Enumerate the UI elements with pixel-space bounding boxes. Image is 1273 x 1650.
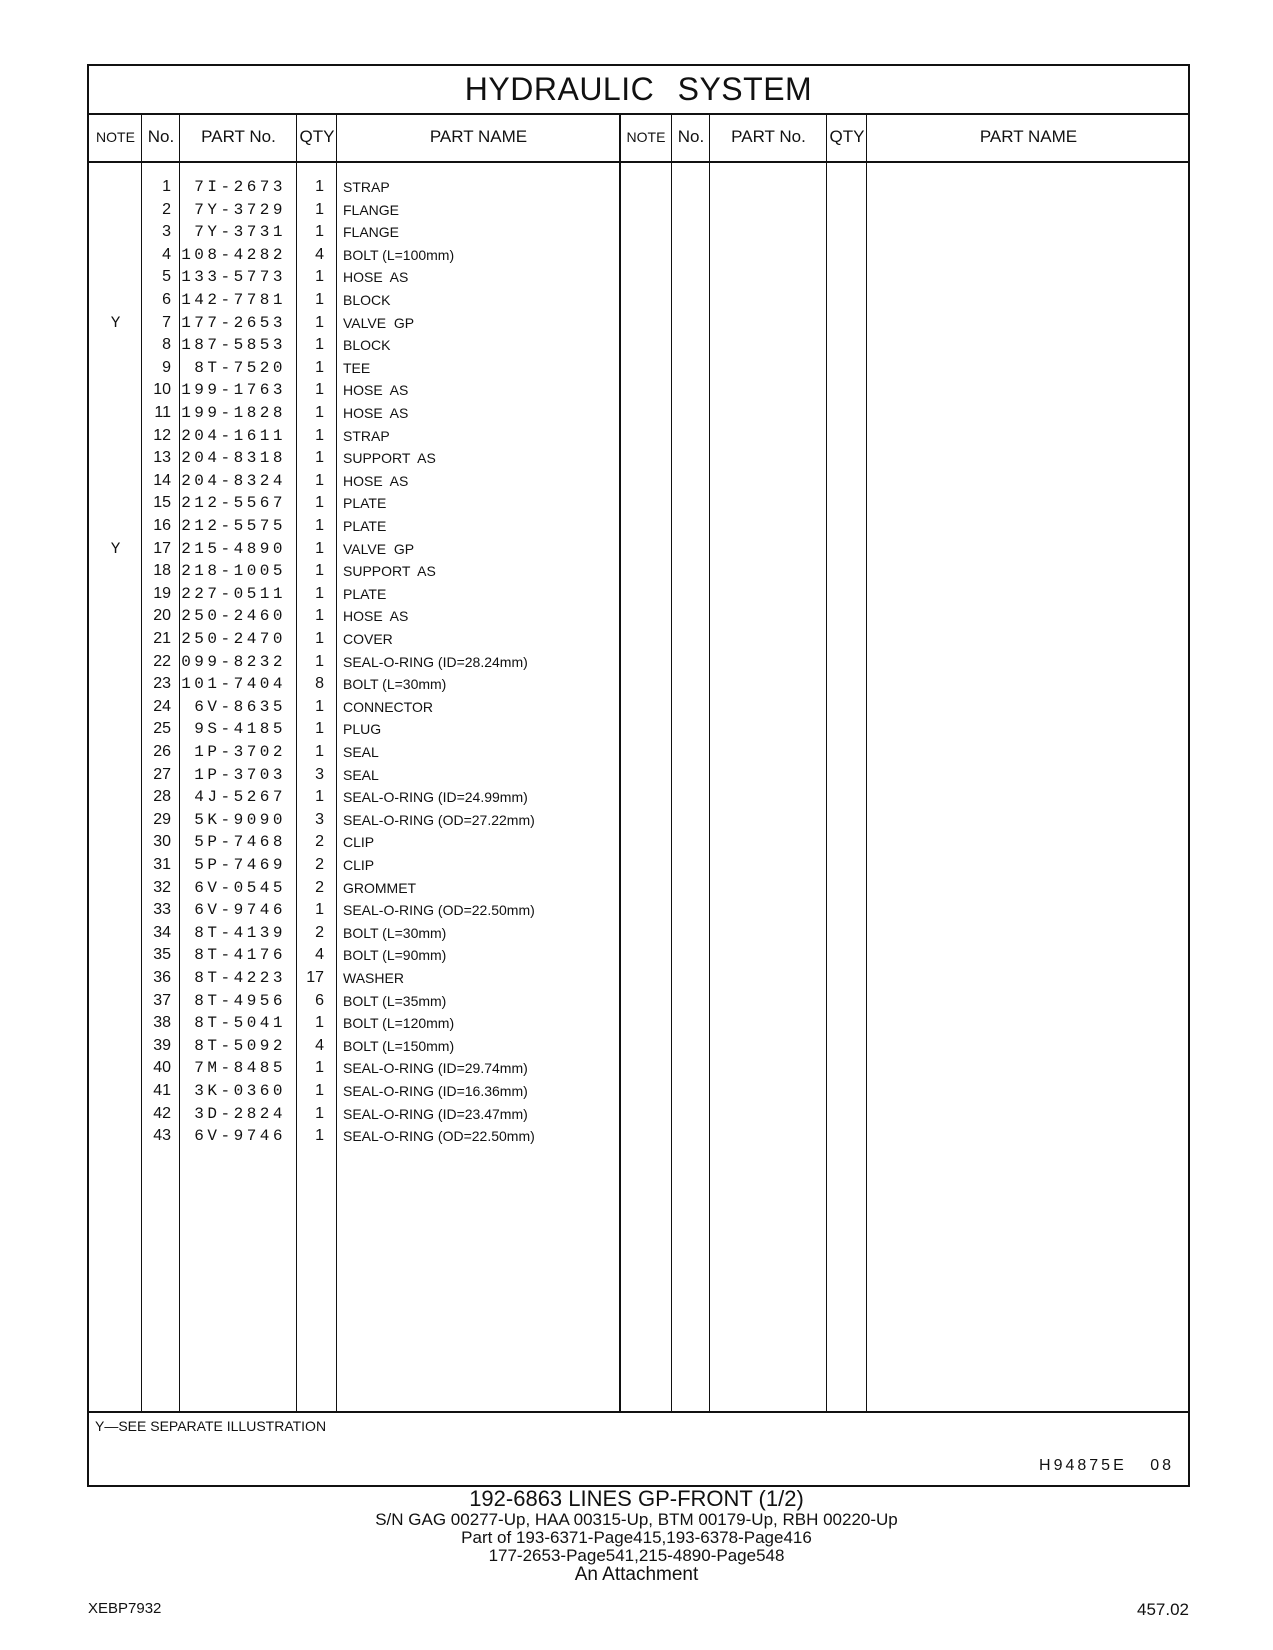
part-name-cell: GROMMET [343,879,417,896]
table-row [89,922,1188,945]
table-row [89,1035,1188,1058]
part-name-cell: SUPPORT AS [343,563,436,580]
quantity-cell: 1 [315,607,324,625]
part-name-cell: BOLT (L=35mm) [343,992,447,1009]
caption-part-of: Part of 193-6371-Page415,193-6378-Page416 [461,1528,812,1547]
part-number-cell: 7Y-3729 [194,200,286,219]
header-part-no: PART No. [201,127,276,146]
quantity-cell: 1 [315,494,324,512]
item-number-cell: 11 [154,404,171,421]
part-number-cell: 142-7781 [181,291,286,309]
table-row [89,628,1188,651]
part-number-cell: 7M-8485 [194,1059,286,1078]
quantity-cell: 1 [315,720,324,738]
table-row [89,289,1188,312]
part-number-cell: 199-1763 [181,381,286,400]
item-number-cell: 4 [162,245,171,263]
quantity-cell: 1 [315,381,324,399]
part-name-cell: HOSE AS [343,608,409,625]
table-row [89,1103,1188,1126]
item-number-cell: 3 [162,223,171,241]
part-number-cell: 227-0511 [181,584,286,603]
item-number-cell: 28 [153,788,171,806]
part-name-cell: BOLT (L=30mm) [343,924,447,941]
part-number-cell: 7I-2673 [194,178,286,196]
quantity-cell: 8 [315,675,324,693]
part-name-cell: BLOCK [343,337,391,354]
item-number-cell: 16 [153,517,171,534]
part-number-cell: 6V-9746 [194,901,286,920]
table-row [89,651,1188,674]
item-number-cell: 6 [162,291,171,308]
part-number-cell: 3D-2824 [194,1104,286,1123]
part-number-cell: 204-8318 [181,449,286,468]
table-row [89,357,1188,380]
quantity-cell: 1 [315,788,324,806]
quantity-cell: 1 [315,901,324,919]
part-number-cell: 8T-5092 [194,1036,286,1055]
item-number-cell: 21 [153,630,171,647]
table-row [89,379,1188,402]
part-name-cell: SEAL-O-RING (ID=23.47mm) [343,1105,528,1122]
table-row [89,718,1188,741]
part-number-cell: 101-7404 [181,675,286,694]
quantity-cell: 1 [315,539,324,557]
header-qty: QTY [299,127,335,146]
header-no: No. [147,127,175,146]
part-number-cell: 204-1611 [181,426,286,445]
quantity-cell: 6 [315,991,324,1009]
part-name-cell: BOLT (L=120mm) [343,1015,455,1032]
item-number-cell: 38 [153,1014,171,1032]
item-number-cell: 19 [153,584,171,602]
table-row [89,1057,1188,1080]
quantity-cell: 1 [315,1014,324,1032]
part-name-cell: BOLT (L=90mm) [343,947,447,964]
table-row [89,831,1188,854]
quantity-cell: 1 [315,426,324,444]
quantity-cell: 1 [315,449,324,467]
item-number-cell: 39 [153,1036,171,1054]
part-number-cell: 5K-9090 [194,810,286,829]
part-name-cell: SEAL-O-RING (OD=22.50mm) [343,1128,535,1145]
table-row [89,764,1188,787]
part-number-cell: 133-5773 [181,268,286,287]
part-name-cell: SEAL-O-RING (OD=22.50mm) [343,902,535,919]
part-number-cell: 8T-5041 [194,1014,286,1033]
part-name-cell: SEAL-O-RING (ID=16.36mm) [343,1083,528,1099]
table-row [89,673,1188,696]
quantity-cell: 1 [315,404,324,421]
quantity-cell: 1 [315,291,324,308]
quantity-cell: 1 [315,584,324,602]
part-name-cell: HOSE AS [343,269,409,286]
quantity-cell: 1 [315,200,324,218]
part-number-cell: 6V-9746 [194,1127,286,1146]
part-name-cell: VALVE GP [343,314,415,331]
part-name-cell: SUPPORT AS [343,450,436,467]
part-name-cell: FLANGE [343,224,400,241]
header-part-name-right: PART NAME [979,127,1078,146]
quantity-cell: 1 [315,630,324,647]
part-number-cell: 250-2470 [181,630,286,648]
part-name-cell: HOSE AS [343,472,409,489]
quantity-cell: 17 [306,969,324,986]
part-number-cell: 8T-7520 [194,358,286,377]
table-row [89,199,1188,222]
part-name-cell: WASHER [343,970,404,986]
table-row [89,176,1188,199]
quantity-cell: 1 [315,471,324,489]
part-number-cell: 1P-3702 [194,743,286,761]
table-row [89,470,1188,493]
item-number-cell: 10 [153,381,171,399]
table-header [89,113,1188,163]
part-name-cell: CONNECTOR [343,698,433,715]
part-name-cell: PLUG [343,721,382,738]
item-number-cell: 1 [162,178,171,195]
table-row [89,515,1188,538]
quantity-cell: 2 [315,856,324,873]
caption-serial-numbers: S/N GAG 00277-Up, HAA 00315-Up, BTM 00179-Up, RBH 00220-Up [375,1510,898,1529]
quantity-cell: 4 [315,946,324,964]
item-number-cell: 12 [153,426,171,444]
header-no-right: No. [677,127,705,146]
item-number-cell: 9 [162,358,171,376]
table-row [89,312,1188,335]
item-number-cell: 15 [153,494,171,512]
part-number-cell: 4J-5267 [194,788,286,807]
header-part-name: PART NAME [429,127,528,146]
quantity-cell: 1 [315,652,324,670]
part-name-cell: BOLT (L=100mm) [343,246,455,263]
note-cell: Y [110,313,121,332]
quantity-cell: 2 [315,923,324,941]
quantity-cell: 1 [315,336,324,354]
item-number-cell: 37 [153,991,171,1009]
table-row [89,221,1188,244]
item-number-cell: 7 [162,313,171,331]
part-name-cell: SEAL-O-RING (ID=28.24mm) [343,653,528,670]
item-number-cell: 17 [153,539,171,557]
part-number-cell: 6V-0545 [194,878,286,897]
part-number-cell: 204-8324 [181,471,286,490]
document-number: XEBP7932 [88,1600,162,1617]
part-number-cell: 5P-7468 [194,833,286,852]
quantity-cell: 1 [315,697,324,715]
part-name-cell: PLATE [343,495,387,512]
table-row [89,786,1188,809]
table-row [89,1080,1188,1103]
header-qty-right: QTY [829,127,865,146]
item-number-cell: 23 [153,675,171,693]
part-name-cell: BOLT (L=150mm) [343,1037,455,1054]
item-number-cell: 31 [153,856,171,873]
quantity-cell: 2 [315,878,324,896]
table-row [89,334,1188,357]
item-number-cell: 34 [153,923,171,941]
item-number-cell: 22 [153,652,171,670]
table-row [89,266,1188,289]
quantity-cell: 4 [315,245,324,263]
item-number-cell: 25 [153,720,171,738]
part-number-cell: 187-5853 [181,336,286,355]
table-row [89,809,1188,832]
table-row [89,538,1188,561]
item-number-cell: 36 [153,969,171,986]
table-row [89,967,1188,990]
page-number: 457.02 [1137,1600,1189,1619]
part-number-cell: 5P-7469 [194,856,286,874]
part-name-cell: SEAL [343,766,379,783]
part-number-cell: 212-5567 [181,494,286,513]
item-number-cell: 18 [153,562,171,580]
quantity-cell: 4 [315,1036,324,1054]
part-name-cell: SEAL-O-RING (ID=24.99mm) [343,789,528,806]
table-row [89,583,1188,606]
table-row [89,244,1188,267]
quantity-cell: 1 [315,1059,324,1077]
part-number-cell: 099-8232 [181,652,286,671]
part-name-cell: STRAP [343,179,390,195]
part-name-cell: SEAL-O-RING (ID=29.74mm) [343,1060,528,1077]
item-number-cell: 5 [162,268,171,286]
item-number-cell: 33 [153,901,171,919]
item-number-cell: 8 [162,336,171,354]
quantity-cell: 1 [315,223,324,241]
part-number-cell: 1P-3703 [194,765,286,784]
quantity-cell: 3 [315,765,324,783]
quantity-cell: 1 [315,313,324,331]
table-row [89,447,1188,470]
part-name-cell: TEE [343,359,371,376]
quantity-cell: 1 [315,178,324,195]
part-name-cell: HOSE AS [343,405,409,421]
item-number-cell: 40 [153,1059,171,1077]
item-number-cell: 35 [153,946,171,964]
table-row [89,741,1188,764]
caption-attachment: An Attachment [574,1564,699,1585]
part-name-cell: BOLT (L=30mm) [343,676,447,693]
part-name-cell: COVER [343,631,393,647]
table-row [89,1012,1188,1035]
quantity-cell: 1 [315,1104,324,1122]
part-number-cell: 8T-4223 [194,969,286,987]
quantity-cell: 1 [315,517,324,534]
part-name-cell: CLIP [343,857,375,873]
part-number-cell: 250-2460 [181,607,286,626]
quantity-cell: 3 [315,810,324,828]
part-number-cell: 8T-4956 [194,991,286,1010]
table-row [89,402,1188,425]
part-number-cell: 7Y-3731 [194,223,286,242]
caption-group-title: 192-6863 LINES GP-FRONT (1/2) [469,1486,804,1511]
item-number-cell: 13 [153,449,171,467]
table-row [89,899,1188,922]
part-name-cell: CLIP [343,834,375,851]
quantity-cell: 1 [315,1127,324,1145]
table-row [89,425,1188,448]
part-number-cell: 6V-8635 [194,697,286,716]
quantity-cell: 1 [315,562,324,580]
item-number-cell: 32 [153,878,171,896]
header-note: NOTE [96,129,135,145]
table-row [89,696,1188,719]
table-row [89,492,1188,515]
item-number-cell: 20 [153,607,171,625]
part-name-cell: FLANGE [343,201,400,218]
header-part-no-right: PART No. [731,127,806,146]
item-number-cell: 24 [153,697,171,715]
quantity-cell: 1 [315,268,324,286]
item-number-cell: 27 [153,765,171,783]
part-name-cell: PLATE [343,585,387,602]
part-name-cell: STRAP [343,427,390,444]
part-name-cell: PLATE [343,518,387,534]
part-name-cell: VALVE GP [343,540,415,557]
item-number-cell: 42 [153,1104,171,1122]
table-row [89,854,1188,877]
table-row [89,944,1188,967]
parts-table-frame [87,64,1190,1487]
note-legend: Y—SEE SEPARATE ILLUSTRATION [95,1418,327,1434]
part-number-cell: 215-4890 [181,539,286,558]
part-number-cell: 3K-0360 [194,1082,286,1100]
header-note-right: NOTE [626,129,666,145]
page-title: HYDRAULIC SYSTEM [89,66,1188,115]
part-name-cell: SEAL-O-RING (OD=27.22mm) [343,811,535,828]
table-row [89,877,1188,900]
item-number-cell: 26 [153,743,171,760]
part-number-cell: 212-5575 [181,517,286,535]
table-row [89,605,1188,628]
item-number-cell: 29 [153,810,171,828]
part-number-cell: 177-2653 [181,313,286,332]
note-cell: Y [110,539,121,558]
part-name-cell: HOSE AS [343,382,409,399]
part-number-cell: 199-1828 [181,404,286,422]
quantity-cell: 1 [315,358,324,376]
part-number-cell: 9S-4185 [194,720,286,739]
part-number-cell: 218-1005 [181,562,286,581]
item-number-cell: 41 [153,1082,171,1099]
item-number-cell: 43 [153,1127,171,1145]
part-number-cell: 8T-4139 [194,923,286,942]
quantity-cell: 2 [315,833,324,851]
part-name-cell: SEAL [343,744,379,760]
table-row [89,560,1188,583]
part-number-cell: 108-4282 [181,245,286,264]
table-row [89,990,1188,1013]
drawing-number: H94875E 08 [1039,1457,1174,1474]
item-number-cell: 2 [162,200,171,218]
part-number-cell: 8T-4176 [194,946,286,965]
caption-references: 177-2653-Page541,215-4890-Page548 [488,1546,785,1565]
quantity-cell: 1 [315,743,324,760]
item-number-cell: 14 [153,471,171,489]
footer-divider [89,1411,1188,1413]
table-row [89,1125,1188,1148]
part-name-cell: BLOCK [343,292,391,308]
quantity-cell: 1 [315,1082,324,1099]
item-number-cell: 30 [153,833,171,851]
